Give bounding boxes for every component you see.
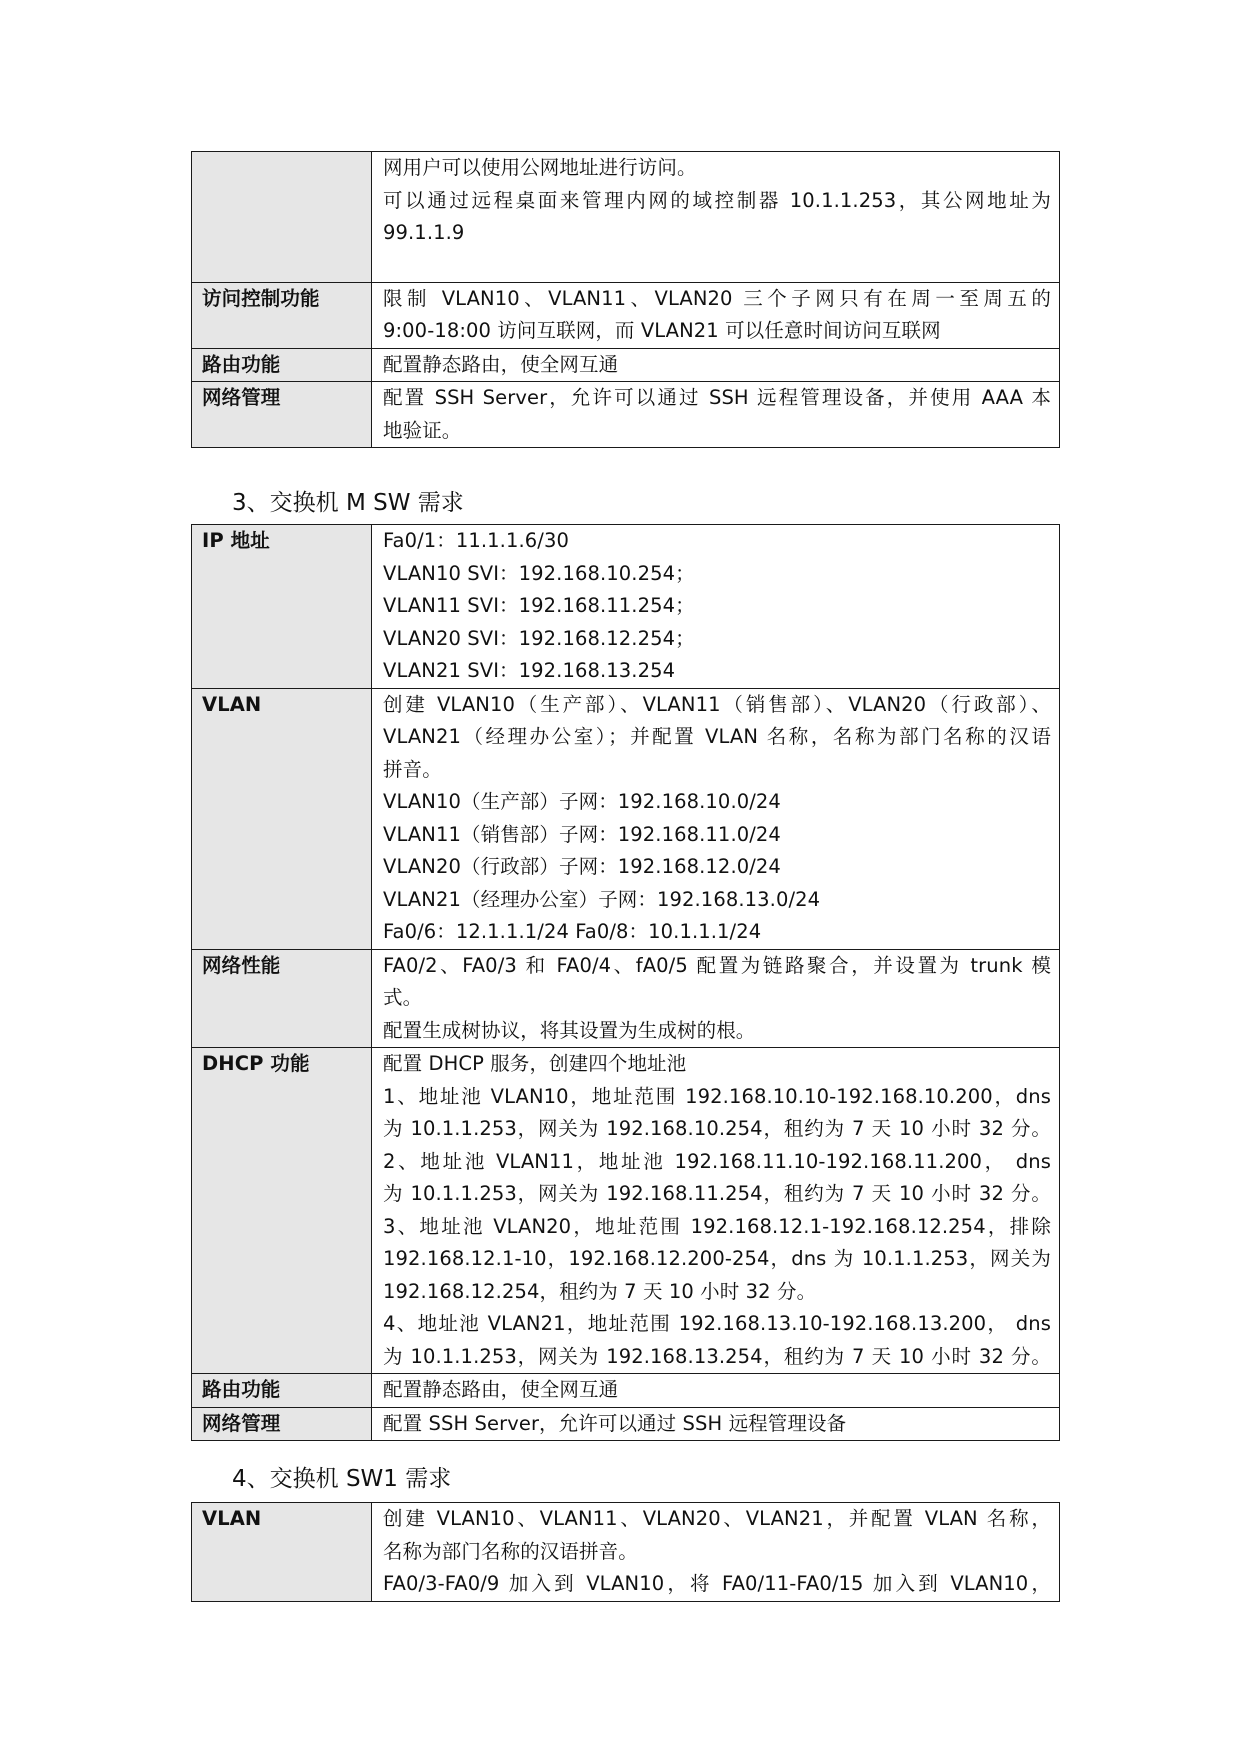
content-line: 创建 VLAN10、VLAN11、VLAN20、VLAN21，并配置 VLAN 名称， [383, 1507, 1051, 1530]
content-line: 配置生成树协议，将其设置为生成树的根。 [383, 1018, 756, 1042]
table-row [192, 525, 1060, 689]
content-line: 配置 DHCP 服务，创建四个地址池 [383, 1052, 687, 1075]
content-line: VLAN11 SVI：192.168.11.254； [383, 594, 695, 617]
row-label: VLAN [192, 688, 372, 949]
table-row [192, 1407, 1060, 1441]
table-row [192, 1048, 1060, 1374]
row-content [372, 1407, 1060, 1441]
content-line: VLAN20 SVI：192.168.12.254； [383, 626, 695, 650]
row-content [372, 282, 1060, 348]
content-line: 限制 VLAN10、VLAN11、VLAN20 三个子网只有在周一至周五的 [383, 286, 1051, 310]
row-label [192, 152, 372, 283]
table-row [192, 282, 1060, 348]
content-line: VLAN21 SVI：192.168.13.254 [383, 659, 676, 682]
row-content [372, 1503, 1060, 1602]
content-line: 3、地址池 VLAN20，地址范围 192.168.12.1-192.168.12.254，排除 [383, 1214, 1051, 1238]
row-content [372, 525, 1060, 689]
row-label: 访问控制功能 [192, 282, 372, 348]
content-line: FA0/3-FA0/9 加入到 VLAN10，将 FA0/11-FA0/15 加入到 VLAN10， [383, 1572, 1051, 1595]
row-content [372, 688, 1060, 949]
content-line: VLAN21（经理办公室）；并配置 VLAN 名称，名称为部门名称的汉语 [383, 725, 1051, 748]
row-content [372, 1048, 1060, 1374]
content-line: 2、地址池 VLAN11，地址池 192.168.11.10-192.168.11.200， dns [383, 1149, 1051, 1173]
content-line: 99.1.1.9 [383, 221, 465, 244]
content-line: 配置静态路由，使全网互通 [383, 352, 619, 376]
content-line: VLAN21（经理办公室）子网：192.168.13.0/24 [383, 887, 821, 911]
row-label: 网络管理 [192, 1407, 372, 1441]
content-line: 名称为部门名称的汉语拼音。 [383, 1539, 638, 1563]
content-line: 地验证。 [383, 418, 462, 442]
content-line: 为 10.1.1.253，网关为 192.168.11.254，租约为 7 天 10 小时 32 分。 [383, 1182, 1051, 1205]
row-label: 网络性能 [192, 949, 372, 1048]
row-content [372, 1374, 1060, 1408]
content-line: 可以通过远程桌面来管理内网的域控制器 10.1.1.253，其公网地址为 [383, 188, 1051, 212]
content-line: 式。 [383, 986, 423, 1009]
content-line: VLAN20（行政部）子网：192.168.12.0/24 [383, 855, 781, 878]
row-label: IP 地址 [192, 525, 372, 689]
row-label: VLAN [192, 1503, 372, 1602]
blank-line [383, 250, 1051, 282]
content-line: 为 10.1.1.253，网关为 192.168.13.254，租约为 7 天 10 小时 32 分。 [383, 1344, 1051, 1368]
content-line: 配置 SSH Server，允许可以通过 SSH 远程管理设备 [383, 1411, 847, 1435]
content-line: 配置 SSH Server，允许可以通过 SSH 远程管理设备，并使用 AAA 本 [383, 386, 1051, 409]
content-line: 4、地址池 VLAN21，地址范围 192.168.13.10-192.168.13.200， dns [383, 1312, 1051, 1335]
row-content [372, 949, 1060, 1048]
router-requirements-table-continued [191, 151, 1060, 448]
section-heading-sw1: 4、交换机 SW1 需求 [232, 1466, 452, 1492]
section-heading-msw: 3、交换机 M SW 需求 [232, 490, 464, 516]
content-line: FA0/2、FA0/3 和 FA0/4、fA0/5 配置为链路聚合，并设置为 trunk 模 [383, 953, 1051, 977]
table-row [192, 348, 1060, 382]
table-body [192, 525, 1060, 1441]
content-line: 192.168.12.1-10，192.168.12.200-254，dns 为 10.1.1.253，网关为 [383, 1247, 1051, 1270]
content-line: VLAN10 SVI：192.168.10.254； [383, 561, 695, 585]
content-line: Fa0/1：11.1.1.6/30 [383, 529, 569, 552]
table-body [192, 1503, 1060, 1602]
table-row [192, 1374, 1060, 1408]
row-content [372, 348, 1060, 382]
table-body [192, 152, 1060, 448]
row-label: 路由功能 [192, 348, 372, 382]
content-line: VLAN10（生产部）子网：192.168.10.0/24 [383, 790, 781, 813]
content-line: VLAN11（销售部）子网：192.168.11.0/24 [383, 822, 781, 846]
content-line: 1、地址池 VLAN10，地址范围 192.168.10.10-192.168.10.200，dns [383, 1084, 1051, 1108]
content-line: 192.168.12.254，租约为 7 天 10 小时 32 分。 [383, 1279, 817, 1303]
table-row [192, 688, 1060, 949]
sw1-requirements-table [191, 1502, 1060, 1602]
table-row [192, 382, 1060, 448]
row-label: 路由功能 [192, 1374, 372, 1408]
msw-requirements-table [191, 524, 1060, 1441]
content-line: Fa0/6：12.1.1.1/24 Fa0/8：10.1.1.1/24 [383, 920, 762, 943]
content-line: 配置静态路由，使全网互通 [383, 1378, 619, 1401]
content-line: 网用户可以使用公网地址进行访问。 [383, 156, 697, 179]
row-label: 网络管理 [192, 382, 372, 448]
table-row [192, 1503, 1060, 1602]
row-content [372, 382, 1060, 448]
row-label: DHCP 功能 [192, 1048, 372, 1374]
row-content [372, 152, 1060, 283]
content-line: 为 10.1.1.253，网关为 192.168.10.254，租约为 7 天 10 小时 32 分。 [383, 1117, 1051, 1140]
content-line: 拼音。 [383, 757, 442, 781]
content-line: 创建 VLAN10（生产部）、VLAN11（销售部）、VLAN20（行政部）、 [383, 692, 1051, 716]
content-line: 9:00-18:00 访问互联网，而 VLAN21 可以任意时间访问互联网 [383, 319, 941, 342]
table-row [192, 949, 1060, 1048]
table-row [192, 152, 1060, 283]
